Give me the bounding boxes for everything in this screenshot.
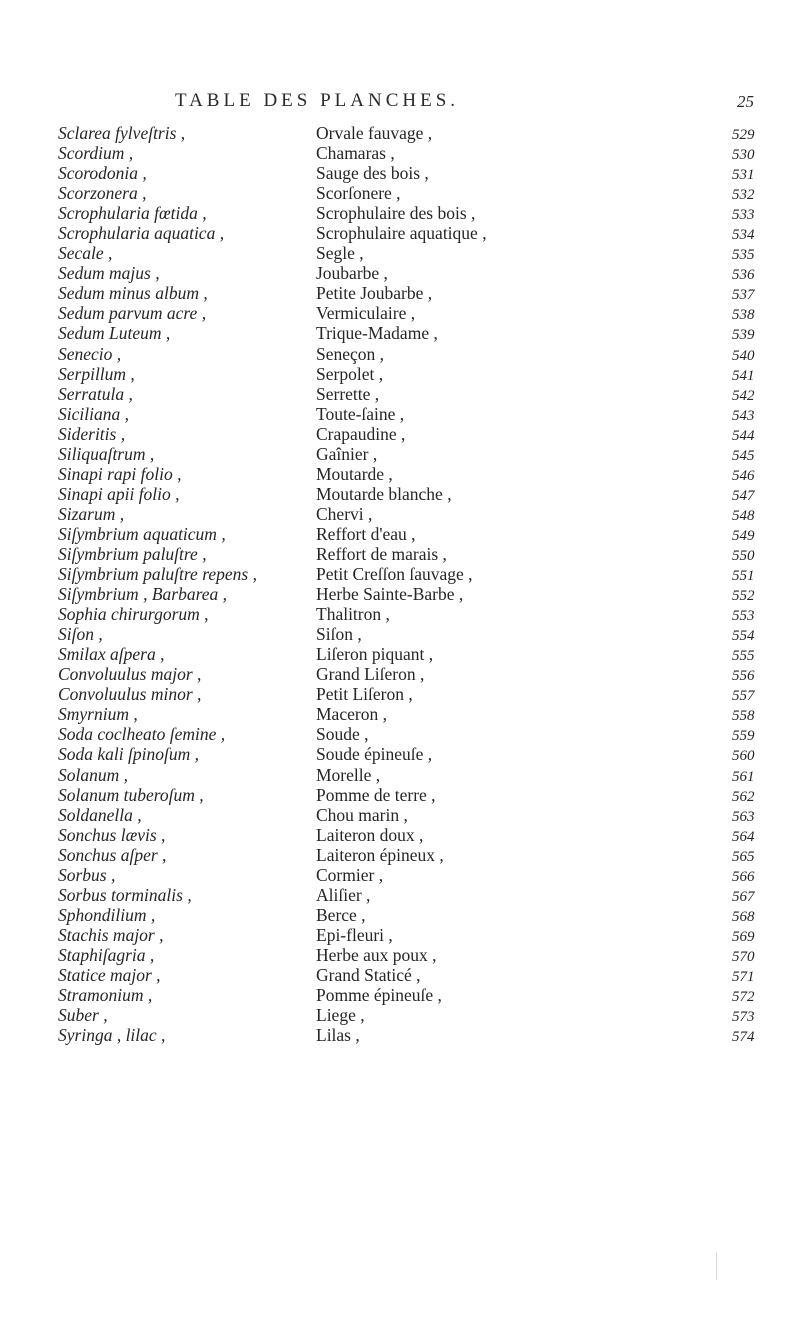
french-name: Cormier , [316, 864, 384, 885]
french-name: Scrophulaire aquatique , [316, 223, 487, 244]
latin-name: Sinapi rapi folio , [58, 463, 182, 484]
table-row [0, 825, 800, 845]
plate-number: 559 [732, 728, 755, 745]
table-row [0, 985, 800, 1005]
margin-mark [716, 1252, 717, 1280]
latin-name: Stachis major , [58, 924, 164, 945]
plate-number: 530 [732, 147, 755, 164]
table-row [0, 424, 800, 444]
latin-name: Scrophularia fœtida , [58, 203, 207, 224]
french-name: Reffort de marais , [316, 543, 447, 564]
table-row [0, 504, 800, 524]
page-title: TABLE DES PLANCHES. [175, 90, 460, 111]
table-row [0, 243, 800, 263]
table-row [0, 945, 800, 965]
plate-number: 551 [732, 568, 755, 585]
latin-name: Sclarea fylveſtris , [58, 123, 186, 143]
latin-name: Secale , [58, 243, 113, 264]
french-name: Moutarde , [316, 463, 393, 484]
french-name: Petit Liſeron , [316, 684, 413, 705]
plate-number: 574 [732, 1029, 755, 1046]
plate-number: 564 [732, 828, 755, 845]
plate-number: 571 [732, 968, 755, 985]
french-name: Vermiculaire , [316, 303, 416, 324]
plate-number: 544 [732, 427, 755, 444]
plate-number: 534 [732, 227, 755, 244]
latin-name: Sonchus aſper , [58, 844, 167, 865]
latin-name: Sizarum , [58, 503, 125, 524]
french-name: Maceron , [316, 704, 387, 725]
plate-number: 572 [732, 989, 755, 1006]
french-name: Segle , [316, 243, 364, 264]
table-row [0, 805, 800, 825]
table-row [0, 384, 800, 404]
plate-number: 545 [732, 447, 755, 464]
french-name: Liſeron piquant , [316, 644, 434, 665]
latin-name: Soldanella , [58, 804, 142, 825]
french-name: Gaînier , [316, 443, 378, 464]
french-name: Chou marin , [316, 804, 408, 825]
french-name: Lilas , [316, 1025, 360, 1046]
plate-number: 573 [732, 1009, 755, 1026]
plate-number: 566 [732, 868, 755, 885]
latin-name: Scorzonera , [58, 183, 147, 204]
french-name: Laiteron doux , [316, 824, 424, 845]
latin-name: Solanum tuberoſum , [58, 784, 204, 805]
french-name: Crapaudine , [316, 423, 406, 444]
table-row [0, 624, 800, 644]
french-name: Scorſonere , [316, 183, 401, 204]
table-row [0, 845, 800, 865]
table-row [0, 123, 800, 143]
table-row [0, 203, 800, 223]
french-name: Scrophulaire des bois , [316, 203, 476, 224]
french-name: Moutarde blanche , [316, 483, 452, 504]
plate-number: 563 [732, 808, 755, 825]
french-name: Chervi , [316, 503, 373, 524]
latin-name: Sorbus torminalis , [58, 884, 192, 905]
french-name: Grand Staticé , [316, 964, 421, 985]
latin-name: Sedum parvum acre , [58, 303, 207, 324]
table-row [0, 965, 800, 985]
table-row [0, 1005, 800, 1025]
french-name: Reffort d'eau , [316, 523, 416, 544]
table-row [0, 664, 800, 684]
latin-name: Senecio , [58, 343, 122, 364]
page-header [0, 90, 800, 120]
table-row [0, 484, 800, 504]
page-number: 25 [737, 92, 754, 111]
table-row [0, 1025, 800, 1045]
table-row [0, 785, 800, 805]
plate-number: 529 [732, 127, 755, 143]
plate-number: 565 [732, 848, 755, 865]
french-name: Soude épineuſe , [316, 744, 433, 765]
french-name: Pomme épineuſe , [316, 985, 442, 1006]
latin-name: Siſymbrium aquaticum , [58, 523, 226, 544]
latin-name: Siciliana , [58, 403, 129, 424]
plate-number: 553 [732, 608, 755, 625]
plate-number: 562 [732, 788, 755, 805]
plate-number: 531 [732, 167, 755, 184]
latin-name: Sinapi apii folio , [58, 483, 180, 504]
table-row [0, 344, 800, 364]
table-row [0, 303, 800, 323]
latin-name: Soda kali ſpinoſum , [58, 744, 199, 765]
plate-number: 570 [732, 948, 755, 965]
latin-name: Syringa , lilac , [58, 1025, 166, 1046]
table-row [0, 604, 800, 624]
plate-number: 542 [732, 387, 755, 404]
table-row [0, 524, 800, 544]
table-row [0, 323, 800, 343]
latin-name: Sophia chirurgorum , [58, 604, 209, 625]
french-name: Herbe Sainte-Barbe , [316, 584, 464, 605]
french-name: Epi-fleuri , [316, 924, 393, 945]
latin-name: Siſymbrium paluſtre repens , [58, 564, 257, 585]
latin-name: Staphiſagria , [58, 944, 155, 965]
plate-number: 547 [732, 487, 755, 504]
table-row [0, 564, 800, 584]
plate-number: 540 [732, 347, 755, 364]
plate-number: 558 [732, 708, 755, 725]
french-name: Grand Liſeron , [316, 664, 425, 685]
table-row [0, 404, 800, 424]
table-row [0, 925, 800, 945]
latin-name: Scorodonia , [58, 163, 147, 184]
plate-number: 546 [732, 467, 755, 484]
latin-name: Sedum Luteum , [58, 323, 171, 344]
plates-table [0, 123, 800, 1045]
french-name: Toute-ſaine , [316, 403, 405, 424]
latin-name: Sideritis , [58, 423, 126, 444]
french-name: Petit Creſſon ſauvage , [316, 564, 473, 585]
latin-name: Scordium , [58, 143, 134, 164]
french-name: Joubarbe , [316, 263, 388, 284]
french-name: Chamaras , [316, 143, 395, 164]
table-row [0, 283, 800, 303]
table-row [0, 724, 800, 744]
plate-number: 537 [732, 287, 755, 304]
latin-name: Sedum majus , [58, 263, 160, 284]
latin-name: Suber , [58, 1005, 108, 1026]
french-name: Herbe aux poux , [316, 944, 437, 965]
french-name: Orvale fauvage , [316, 123, 433, 143]
french-name: Sauge des bois , [316, 163, 429, 184]
latin-name: Siſymbrium , Barbarea , [58, 584, 227, 605]
plate-number: 538 [732, 307, 755, 324]
french-name: Seneçon , [316, 343, 385, 364]
table-row [0, 263, 800, 283]
latin-name: Sedum minus album , [58, 283, 208, 304]
plate-number: 549 [732, 527, 755, 544]
plate-number: 557 [732, 688, 755, 705]
french-name: Petite Joubarbe , [316, 283, 433, 304]
latin-name: Sonchus lævis , [58, 824, 166, 845]
latin-name: Serratula , [58, 383, 133, 404]
french-name: Liege , [316, 1005, 365, 1026]
plate-number: 539 [732, 327, 755, 344]
table-row [0, 644, 800, 664]
table-row [0, 885, 800, 905]
latin-name: Scrophularia aquatica , [58, 223, 225, 244]
latin-name: Smilax aſpera , [58, 644, 165, 665]
table-row [0, 905, 800, 925]
latin-name: Smyrnium , [58, 704, 138, 725]
french-name: Pomme de terre , [316, 784, 436, 805]
latin-name: Stramonium , [58, 985, 153, 1006]
plate-number: 552 [732, 588, 755, 605]
table-row [0, 684, 800, 704]
plate-number: 569 [732, 928, 755, 945]
table-row [0, 223, 800, 243]
plate-number: 533 [732, 207, 755, 224]
latin-name: Convoluulus minor , [58, 684, 202, 705]
french-name: Aliſier , [316, 884, 371, 905]
plate-number: 541 [732, 367, 755, 384]
table-row [0, 765, 800, 785]
table-row [0, 183, 800, 203]
plate-number: 555 [732, 648, 755, 665]
french-name: Thalitron , [316, 604, 390, 625]
plate-number: 532 [732, 187, 755, 204]
table-row [0, 744, 800, 764]
table-row [0, 464, 800, 484]
french-name: Berce , [316, 904, 366, 925]
table-row [0, 143, 800, 163]
latin-name: Soda coclheato ſemine , [58, 724, 226, 745]
plate-number: 568 [732, 908, 755, 925]
plate-number: 560 [732, 748, 755, 765]
table-row [0, 444, 800, 464]
latin-name: Statice major , [58, 964, 161, 985]
table-row [0, 865, 800, 885]
french-name: Serrette , [316, 383, 380, 404]
french-name: Laiteron épineux , [316, 844, 444, 865]
latin-name: Serpillum , [58, 363, 135, 384]
plate-number: 548 [732, 507, 755, 524]
french-name: Serpolet , [316, 363, 384, 384]
table-row [0, 364, 800, 384]
french-name: Trique-Madame , [316, 323, 438, 344]
latin-name: Sphondilium , [58, 904, 156, 925]
plate-number: 550 [732, 547, 755, 564]
french-name: Soude , [316, 724, 369, 745]
plate-number: 543 [732, 407, 755, 424]
plate-number: 561 [732, 768, 755, 785]
plate-number: 567 [732, 888, 755, 905]
latin-name: Siſymbrium paluſtre , [58, 543, 207, 564]
plate-number: 536 [732, 267, 755, 284]
latin-name: Siliquaſtrum , [58, 443, 155, 464]
latin-name: Siſon , [58, 624, 103, 645]
table-row [0, 704, 800, 724]
table-row [0, 584, 800, 604]
table-row [0, 544, 800, 564]
plate-number: 556 [732, 668, 755, 685]
plate-number: 535 [732, 247, 755, 264]
table-row [0, 163, 800, 183]
french-name: Siſon , [316, 624, 362, 645]
plate-number: 554 [732, 628, 755, 645]
latin-name: Sorbus , [58, 864, 116, 885]
latin-name: Solanum , [58, 764, 128, 785]
latin-name: Convoluulus major , [58, 664, 202, 685]
french-name: Morelle , [316, 764, 381, 785]
